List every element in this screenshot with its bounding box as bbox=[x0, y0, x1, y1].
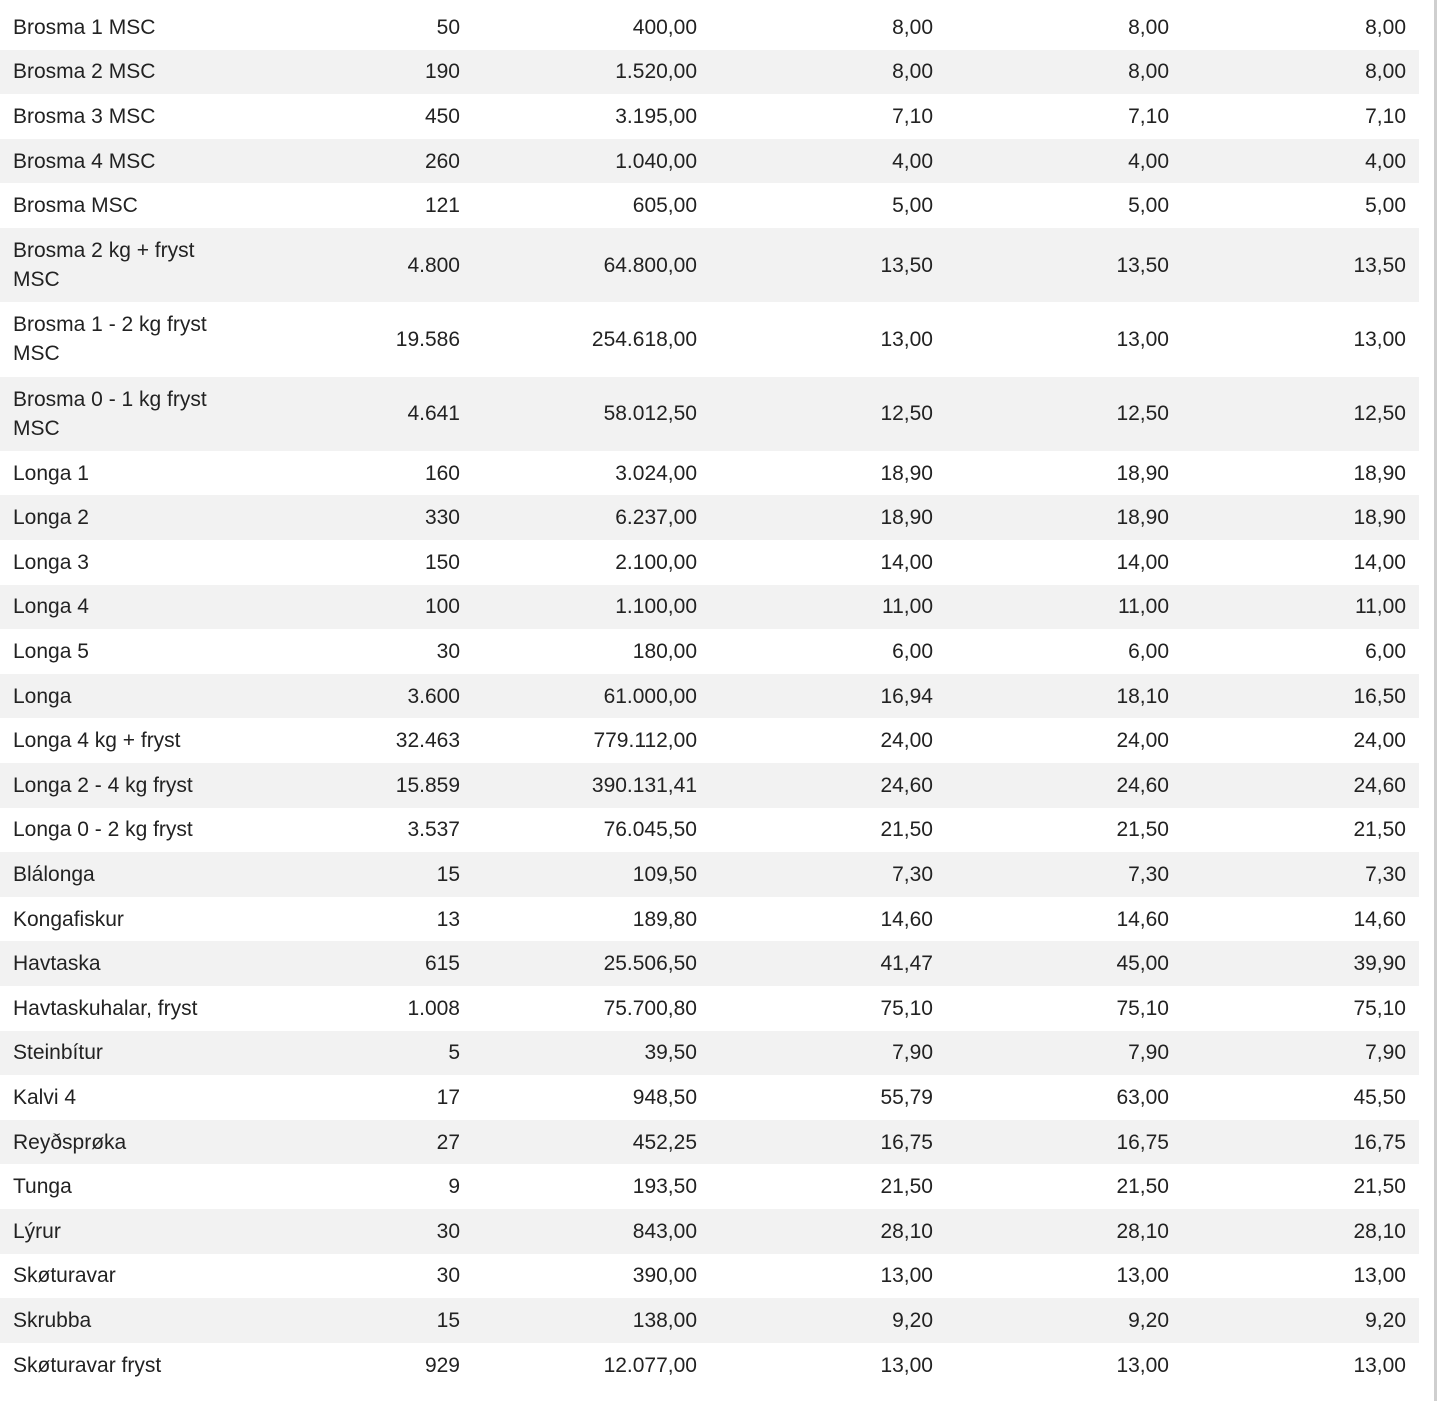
quantity-cell: 3.537 bbox=[407, 818, 460, 842]
average-price-cell: 24,60 bbox=[880, 773, 933, 797]
table-row bbox=[0, 629, 1419, 674]
total-cell: 2.100,00 bbox=[615, 550, 697, 574]
quantity-cell: 260 bbox=[424, 149, 460, 173]
average-price-cell: 75,10 bbox=[880, 996, 933, 1020]
average-price-cell: 9,20 bbox=[892, 1308, 933, 1332]
quantity-cell: 160 bbox=[424, 461, 460, 485]
low-price-cell: 6,00 bbox=[1365, 640, 1406, 664]
table-row bbox=[0, 139, 1419, 184]
quantity-cell: 121 bbox=[424, 194, 460, 218]
table-row bbox=[0, 228, 1419, 302]
total-cell: 138,00 bbox=[632, 1308, 697, 1332]
species-cell: Havtaska bbox=[13, 952, 101, 976]
low-price-cell: 18,90 bbox=[1353, 461, 1406, 485]
high-price-cell: 11,00 bbox=[1118, 595, 1169, 619]
species-cell: Brosma MSC bbox=[13, 194, 138, 218]
high-price-cell: 24,60 bbox=[1116, 773, 1169, 797]
species-cell: Lýrur bbox=[13, 1219, 61, 1243]
total-cell: 61.000,00 bbox=[603, 684, 697, 708]
average-price-cell: 13,00 bbox=[880, 1264, 933, 1288]
total-cell: 193,50 bbox=[632, 1175, 697, 1199]
high-price-cell: 7,90 bbox=[1128, 1041, 1169, 1065]
total-cell: 3.024,00 bbox=[615, 461, 697, 485]
high-price-cell: 6,00 bbox=[1128, 640, 1169, 664]
quantity-cell: 50 bbox=[436, 15, 460, 39]
total-cell: 400,00 bbox=[632, 15, 697, 39]
quantity-cell: 5 bbox=[448, 1041, 460, 1065]
species-cell: Kalvi 4 bbox=[13, 1085, 77, 1109]
average-price-cell: 11,00 bbox=[882, 595, 933, 619]
species-cell: Longa 2 bbox=[13, 506, 89, 530]
total-cell: 452,25 bbox=[632, 1130, 697, 1154]
quantity-cell: 15.859 bbox=[395, 773, 460, 797]
low-price-cell: 24,60 bbox=[1353, 773, 1406, 797]
quantity-cell: 3.600 bbox=[407, 684, 460, 708]
table-row bbox=[0, 1075, 1419, 1120]
total-cell: 180,00 bbox=[632, 640, 697, 664]
quantity-cell: 13 bbox=[436, 907, 460, 931]
table-row bbox=[0, 897, 1419, 942]
high-price-cell: 4,00 bbox=[1128, 149, 1169, 173]
average-price-cell: 13,00 bbox=[880, 327, 933, 351]
page-right-border bbox=[1434, 0, 1437, 1401]
quantity-cell: 4.800 bbox=[407, 253, 460, 277]
average-price-cell: 55,79 bbox=[880, 1085, 933, 1109]
table-row bbox=[0, 585, 1419, 630]
high-price-cell: 12,50 bbox=[1116, 402, 1169, 426]
low-price-cell: 14,60 bbox=[1353, 907, 1406, 931]
average-price-cell: 6,00 bbox=[892, 640, 933, 664]
average-price-cell: 8,00 bbox=[892, 15, 933, 39]
table-row bbox=[0, 986, 1419, 1031]
high-price-cell: 24,00 bbox=[1116, 729, 1169, 753]
quantity-cell: 15 bbox=[436, 1308, 460, 1332]
total-cell: 25.506,50 bbox=[603, 952, 697, 976]
average-price-cell: 13,50 bbox=[880, 253, 933, 277]
price-table-body bbox=[0, 5, 1419, 1387]
species-cell: Brosma 1 MSC bbox=[13, 15, 156, 39]
total-cell: 58.012,50 bbox=[603, 402, 697, 426]
high-price-cell: 9,20 bbox=[1128, 1308, 1169, 1332]
average-price-cell: 4,00 bbox=[892, 149, 933, 173]
species-cell: Skrubba bbox=[13, 1308, 92, 1332]
table-row bbox=[0, 183, 1419, 228]
table-row bbox=[0, 1164, 1419, 1209]
high-price-cell: 13,00 bbox=[1116, 327, 1169, 351]
quantity-cell: 19.586 bbox=[395, 327, 460, 351]
low-price-cell: 8,00 bbox=[1365, 15, 1406, 39]
quantity-cell: 32.463 bbox=[395, 729, 460, 753]
low-price-cell: 13,00 bbox=[1353, 327, 1406, 351]
average-price-cell: 12,50 bbox=[880, 402, 933, 426]
high-price-cell: 45,00 bbox=[1116, 952, 1169, 976]
high-price-cell: 8,00 bbox=[1128, 60, 1169, 84]
low-price-cell: 14,00 bbox=[1353, 550, 1406, 574]
quantity-cell: 929 bbox=[424, 1353, 460, 1377]
average-price-cell: 7,10 bbox=[892, 104, 933, 128]
quantity-cell: 450 bbox=[424, 104, 460, 128]
table-row bbox=[0, 5, 1419, 50]
species-cell: Tunga bbox=[13, 1175, 72, 1199]
table-row bbox=[0, 1120, 1419, 1165]
high-price-cell: 21,50 bbox=[1116, 1175, 1169, 1199]
table-row bbox=[0, 1343, 1419, 1388]
quantity-cell: 150 bbox=[424, 550, 460, 574]
species-cell: Skøturavar bbox=[13, 1264, 116, 1288]
total-cell: 12.077,00 bbox=[603, 1353, 697, 1377]
price-table bbox=[0, 5, 1419, 1387]
average-price-cell: 16,94 bbox=[880, 684, 933, 708]
high-price-cell: 13,00 bbox=[1116, 1353, 1169, 1377]
low-price-cell: 8,00 bbox=[1365, 60, 1406, 84]
high-price-cell: 13,00 bbox=[1116, 1264, 1169, 1288]
table-row bbox=[0, 1298, 1419, 1343]
low-price-cell: 16,75 bbox=[1353, 1130, 1406, 1154]
total-cell: 390,00 bbox=[632, 1264, 697, 1288]
species-cell: Blálonga bbox=[13, 863, 95, 886]
low-price-cell: 11,00 bbox=[1355, 595, 1406, 619]
quantity-cell: 4.641 bbox=[407, 402, 460, 426]
table-row bbox=[0, 1254, 1419, 1299]
table-row bbox=[0, 941, 1419, 986]
high-price-cell: 63,00 bbox=[1116, 1085, 1169, 1109]
average-price-cell: 41,47 bbox=[880, 952, 933, 976]
quantity-cell: 615 bbox=[424, 952, 460, 976]
total-cell: 948,50 bbox=[632, 1085, 697, 1109]
high-price-cell: 21,50 bbox=[1116, 818, 1169, 842]
total-cell: 605,00 bbox=[632, 194, 697, 218]
table-row bbox=[0, 302, 1419, 376]
species-cell: Longa 1 bbox=[13, 461, 89, 485]
low-price-cell: 4,00 bbox=[1365, 149, 1406, 173]
species-cell: Steinbítur bbox=[13, 1041, 103, 1065]
low-price-cell: 7,10 bbox=[1365, 104, 1406, 128]
quantity-cell: 100 bbox=[424, 595, 460, 619]
low-price-cell: 12,50 bbox=[1353, 402, 1406, 426]
low-price-cell: 7,30 bbox=[1365, 863, 1406, 886]
species-cell: Longa 4 kg + fryst bbox=[13, 729, 181, 753]
low-price-cell: 39,90 bbox=[1353, 952, 1406, 976]
high-price-cell: 5,00 bbox=[1128, 194, 1169, 218]
total-cell: 779.112,00 bbox=[593, 729, 697, 753]
total-cell: 1.520,00 bbox=[615, 60, 697, 84]
high-price-cell: 8,00 bbox=[1128, 15, 1169, 39]
table-row bbox=[0, 1209, 1419, 1254]
total-cell: 1.040,00 bbox=[615, 149, 697, 173]
low-price-cell: 13,00 bbox=[1353, 1353, 1406, 1377]
high-price-cell: 18,10 bbox=[1116, 684, 1169, 708]
species-cell: Longa 0 - 2 kg fryst bbox=[13, 818, 193, 842]
low-price-cell: 13,50 bbox=[1353, 253, 1406, 277]
average-price-cell: 14,60 bbox=[880, 907, 933, 931]
average-price-cell: 7,90 bbox=[892, 1041, 933, 1065]
average-price-cell: 18,90 bbox=[880, 461, 933, 485]
average-price-cell: 28,10 bbox=[880, 1219, 933, 1243]
low-price-cell: 21,50 bbox=[1353, 818, 1406, 842]
table-row bbox=[0, 1031, 1419, 1076]
high-price-cell: 7,30 bbox=[1128, 863, 1169, 886]
species-cell: Longa 5 bbox=[13, 640, 89, 664]
table-row bbox=[0, 94, 1419, 139]
species-cell: Kongafiskur bbox=[13, 907, 124, 931]
quantity-cell: 330 bbox=[424, 506, 460, 530]
table-row bbox=[0, 540, 1419, 585]
table-row bbox=[0, 451, 1419, 496]
total-cell: 75.700,80 bbox=[603, 996, 697, 1020]
table-row bbox=[0, 377, 1419, 451]
low-price-cell: 75,10 bbox=[1353, 996, 1406, 1020]
total-cell: 390.131,41 bbox=[591, 773, 697, 797]
high-price-cell: 18,90 bbox=[1116, 506, 1169, 530]
quantity-cell: 30 bbox=[436, 640, 460, 664]
average-price-cell: 8,00 bbox=[892, 60, 933, 84]
total-cell: 1.100,00 bbox=[615, 595, 697, 619]
total-cell: 843,00 bbox=[632, 1219, 697, 1243]
high-price-cell: 14,00 bbox=[1116, 550, 1169, 574]
species-cell: Brosma 1 - 2 kg fryst MSC bbox=[13, 313, 207, 366]
low-price-cell: 5,00 bbox=[1365, 194, 1406, 218]
quantity-cell: 30 bbox=[436, 1219, 460, 1243]
species-cell: Longa 3 bbox=[13, 550, 89, 574]
high-price-cell: 28,10 bbox=[1116, 1219, 1169, 1243]
species-cell: Brosma 3 MSC bbox=[13, 104, 156, 128]
total-cell: 76.045,50 bbox=[603, 818, 697, 842]
low-price-cell: 7,90 bbox=[1365, 1041, 1406, 1065]
average-price-cell: 18,90 bbox=[880, 506, 933, 530]
low-price-cell: 13,00 bbox=[1353, 1264, 1406, 1288]
species-cell: Skøturavar fryst bbox=[13, 1353, 162, 1377]
total-cell: 64.800,00 bbox=[603, 253, 697, 277]
average-price-cell: 21,50 bbox=[880, 818, 933, 842]
high-price-cell: 16,75 bbox=[1116, 1130, 1169, 1154]
total-cell: 39,50 bbox=[644, 1041, 697, 1065]
average-price-cell: 24,00 bbox=[880, 729, 933, 753]
average-price-cell: 16,75 bbox=[880, 1130, 933, 1154]
species-cell: Havtaskuhalar, fryst bbox=[13, 996, 198, 1020]
high-price-cell: 13,50 bbox=[1116, 253, 1169, 277]
table-row bbox=[0, 852, 1419, 897]
species-cell: Brosma 0 - 1 kg fryst MSC bbox=[13, 387, 207, 440]
low-price-cell: 18,90 bbox=[1353, 506, 1406, 530]
table-row bbox=[0, 50, 1419, 95]
low-price-cell: 21,50 bbox=[1353, 1175, 1406, 1199]
quantity-cell: 1.008 bbox=[407, 996, 460, 1020]
low-price-cell: 45,50 bbox=[1353, 1085, 1406, 1109]
species-cell: Longa 2 - 4 kg fryst bbox=[13, 773, 193, 797]
species-cell: Reyðsprøka bbox=[13, 1130, 127, 1154]
quantity-cell: 17 bbox=[436, 1085, 460, 1109]
average-price-cell: 13,00 bbox=[880, 1353, 933, 1377]
high-price-cell: 7,10 bbox=[1128, 104, 1169, 128]
high-price-cell: 75,10 bbox=[1116, 996, 1169, 1020]
low-price-cell: 16,50 bbox=[1353, 684, 1406, 708]
total-cell: 6.237,00 bbox=[615, 506, 697, 530]
total-cell: 109,50 bbox=[632, 863, 697, 886]
quantity-cell: 27 bbox=[436, 1130, 460, 1154]
table-row bbox=[0, 718, 1419, 763]
species-cell: Brosma 4 MSC bbox=[13, 149, 156, 173]
species-cell: Brosma 2 kg + fryst MSC bbox=[13, 239, 195, 292]
low-price-cell: 28,10 bbox=[1353, 1219, 1406, 1243]
average-price-cell: 21,50 bbox=[880, 1175, 933, 1199]
table-row bbox=[0, 674, 1419, 719]
table-row bbox=[0, 808, 1419, 853]
species-cell: Longa bbox=[13, 684, 72, 708]
low-price-cell: 24,00 bbox=[1353, 729, 1406, 753]
species-cell: Brosma 2 MSC bbox=[13, 60, 156, 84]
quantity-cell: 30 bbox=[436, 1264, 460, 1288]
table-row bbox=[0, 495, 1419, 540]
quantity-cell: 9 bbox=[448, 1175, 460, 1199]
total-cell: 189,80 bbox=[632, 907, 697, 931]
total-cell: 3.195,00 bbox=[615, 104, 697, 128]
quantity-cell: 15 bbox=[436, 863, 460, 886]
table-row bbox=[0, 763, 1419, 808]
high-price-cell: 18,90 bbox=[1116, 461, 1169, 485]
total-cell: 254.618,00 bbox=[591, 327, 697, 351]
high-price-cell: 14,60 bbox=[1116, 907, 1169, 931]
species-cell: Longa 4 bbox=[13, 595, 89, 619]
average-price-cell: 7,30 bbox=[892, 863, 933, 886]
low-price-cell: 9,20 bbox=[1365, 1308, 1406, 1332]
average-price-cell: 5,00 bbox=[892, 194, 933, 218]
quantity-cell: 190 bbox=[424, 60, 460, 84]
average-price-cell: 14,00 bbox=[880, 550, 933, 574]
